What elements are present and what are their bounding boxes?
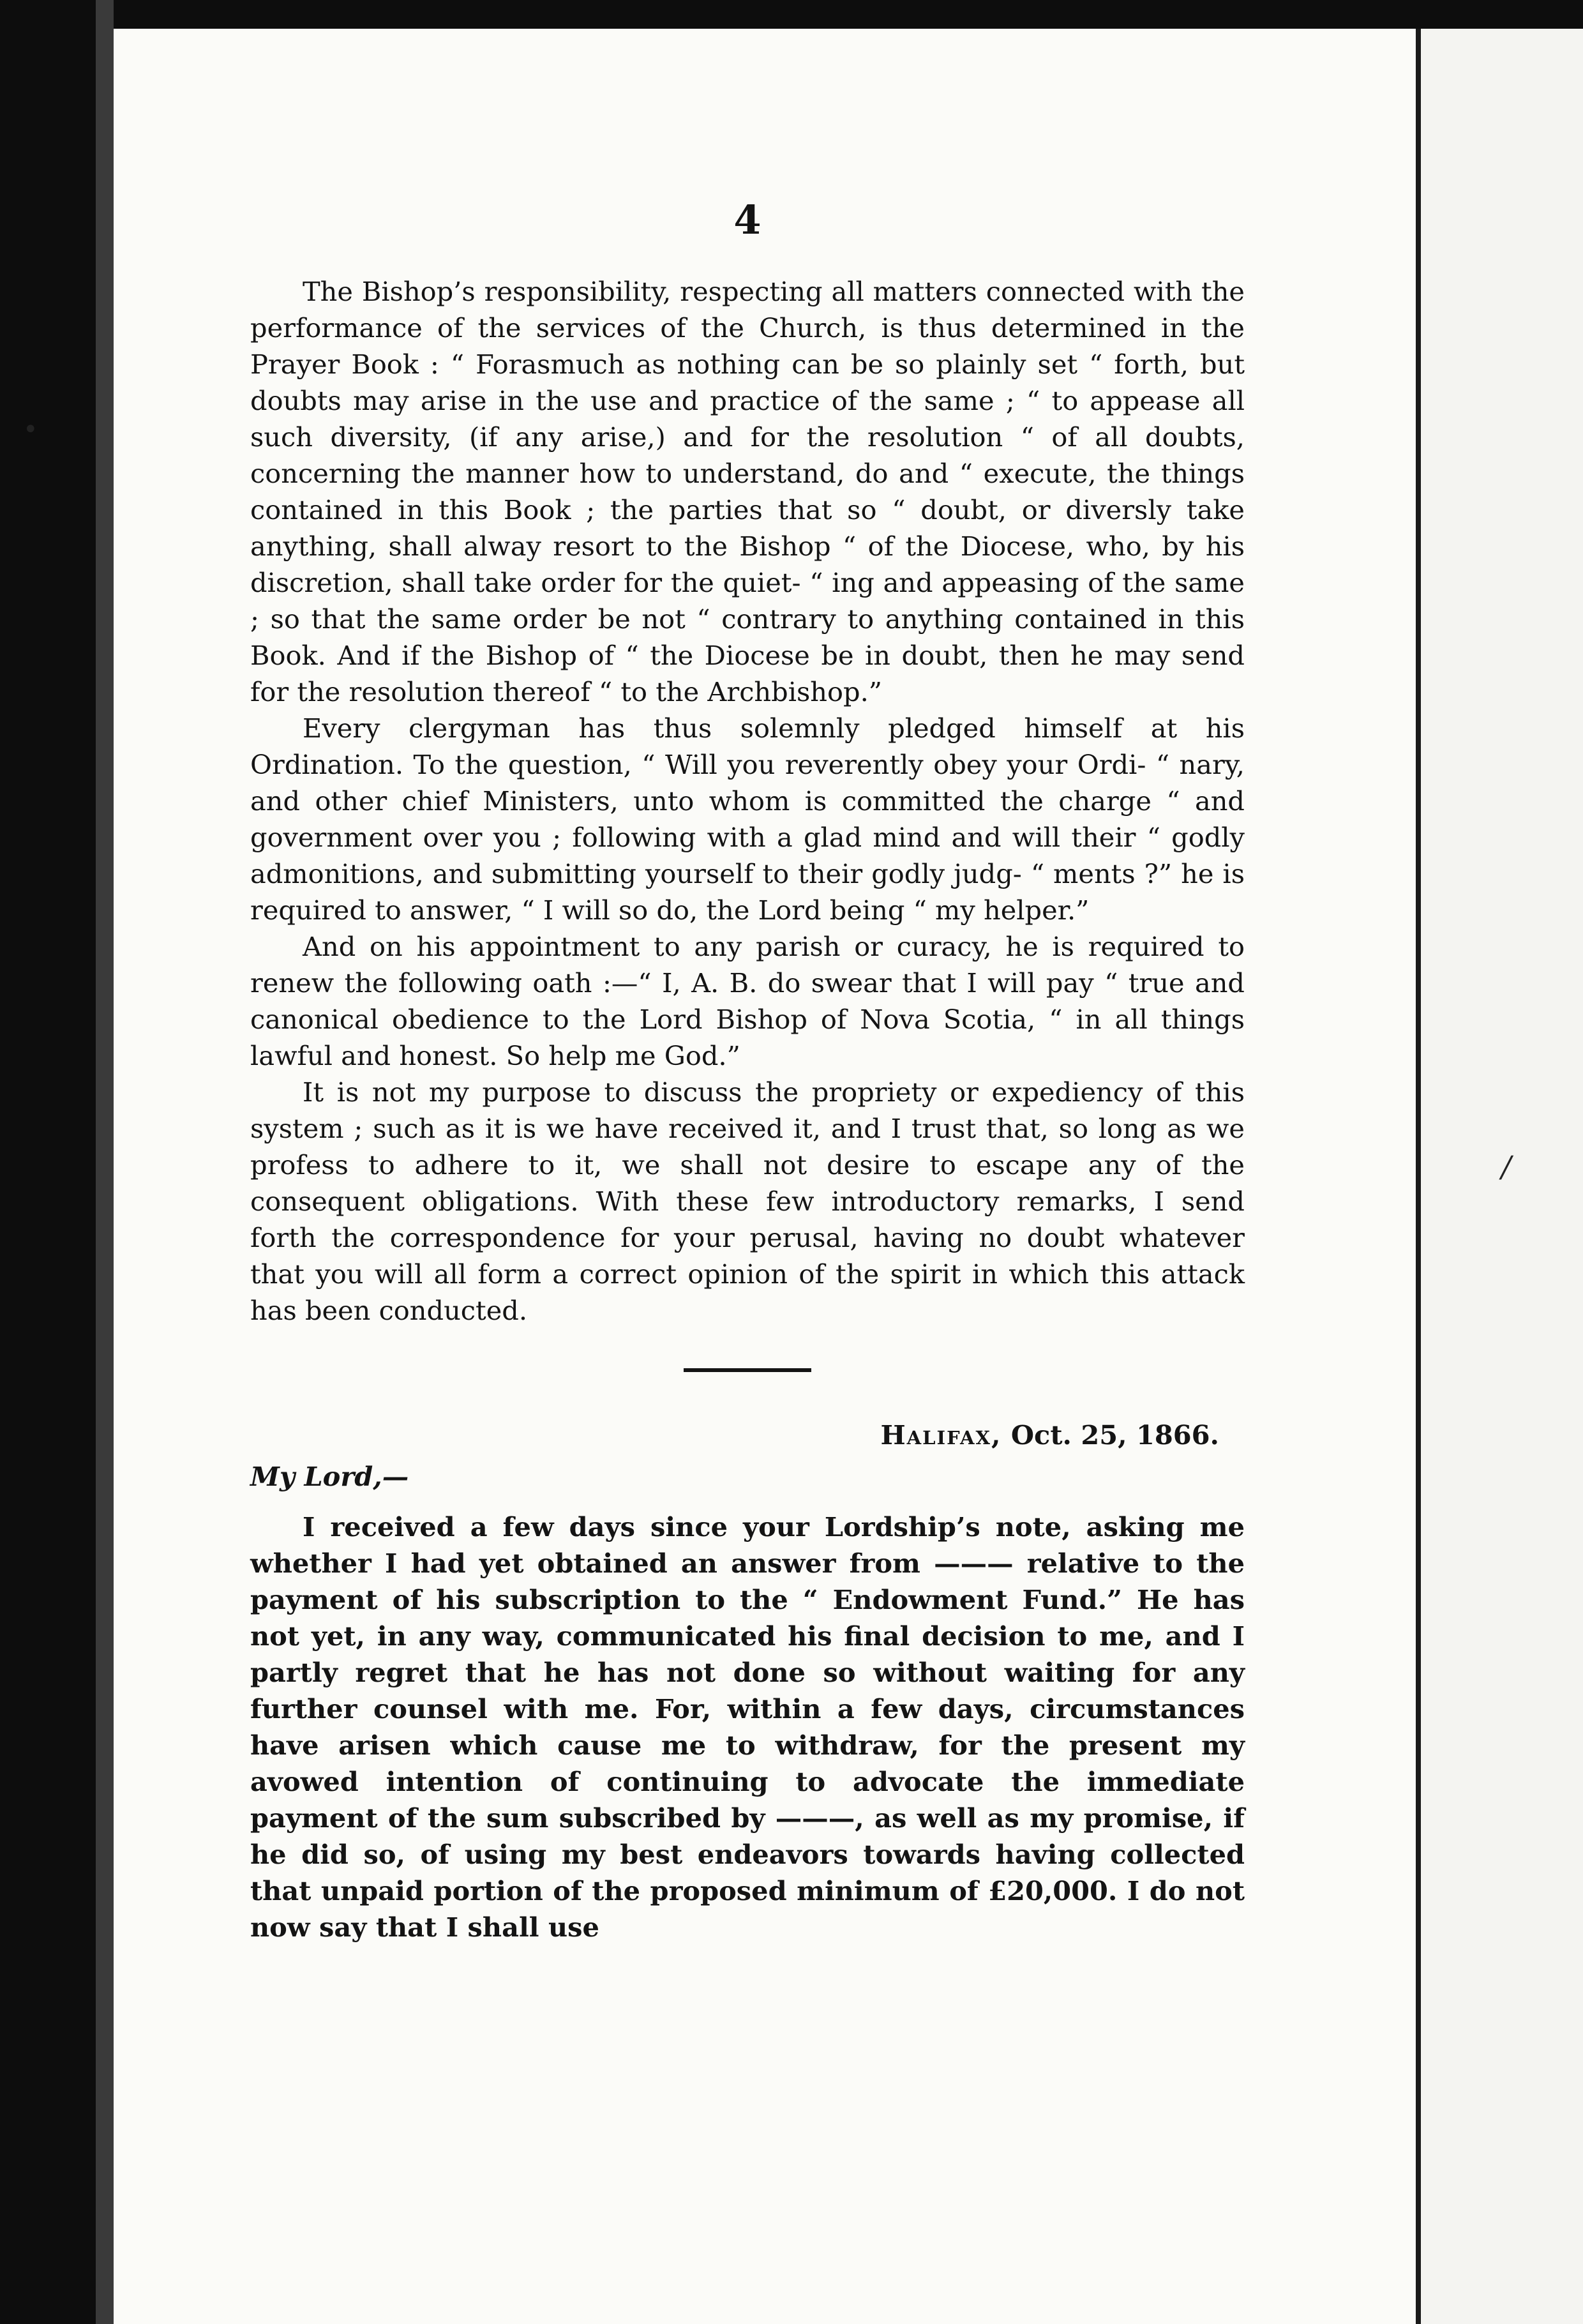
scan-border-edge (96, 0, 114, 2324)
paragraph-bishop-responsibility: The Bishop’s responsibility, respecting all matters connected with the performance of the services of the Church, is thus determined in the Prayer Book : “ Forasmuch as nothing can be so plainly set “ forth, but doubts may arise in the use and practice of the same ; “ to appease all such diversity, (if any arise,) and for the resolution “ of all doubts, concerning the manner how to understand, do and “ execute, the things contained in this Book ; the parties that so “ doubt, or diversly take anything, shall alway resort to the Bishop “ of the Diocese, who, by his discretion, shall take order for the quiet- “ ing and appeasing of the same ; so that the same order be not “ contrary to anything contained in this Book. And if the Bishop of “ the Diocese be in doubt, then he may send for the resolution thereof “ to the Archbishop.” (250, 276, 1245, 707)
letter-salutation: My Lord,— (250, 1461, 409, 1492)
paragraph-purpose: It is not my purpose to discuss the propriety or expediency of this system ; such as it is we have received it, and I trust that, so long as we profess to adhere to it, we shall not desire to escape any of the consequent obligations. With these few introductory remarks, I send forth the correspondence for your perusal, having no doubt whatever that you will all form a correct opinion of the spirit in which this attack has been conducted. (250, 1076, 1245, 1326)
scan-border-top (0, 0, 1583, 29)
paragraph-oath: And on his appointment to any parish or curacy, he is required to renew the following oath :—“ I, A. B. do swear that I will pay “ true and canonical obedience to the Lord Bishop of Nova Scotia, “ in all things lawful and honest. So help me God.” (250, 931, 1245, 1071)
page-gutter (1416, 29, 1421, 2324)
paragraph-ordination-pledge: Every clergyman has thus solemnly pledged himself at his Ordination. To the question, “ Will you reverently obey your Ordi- “ nary, and other chief Ministers, unto whom is committed the charge “ and government over you ; following with a glad mind and will their “ godly admonitions, and submitting yourself to their godly judg- “ ments ?” he is required to answer, “ I will so do, the Lord being “ my helper.” (250, 713, 1245, 926)
page-number: 4 (733, 197, 761, 243)
letter-dateline (250, 1417, 1245, 1453)
page-text (250, 198, 1245, 1945)
right-margin-mark: / (1501, 1149, 1512, 1184)
letter-place: Halifax, (880, 1419, 1002, 1451)
section-divider (684, 1368, 811, 1372)
letter-body: I received a few days since your Lordship’s note, asking me whether I had yet obtained an answer from ——— relative to the payment of his subscription to the “ Endowment Fund.” He has not yet, in any way, communicated his final decision to me, and I partly regret that he has not done so without waiting for any further counsel with me. For, within a few days, circumstances have arisen which cause me to withdraw, for the present my avowed intention of continuing to advocate the immediate payment of the sum subscribed by ———, as well as my promise, if he did so, of using my best endeavors towards having collected that unpaid portion of the proposed minimum of £20,000. I do not now say that I shall use (250, 1511, 1245, 1943)
letter-date: Oct. 25, 1866. (1010, 1419, 1219, 1451)
scan-border-left (0, 0, 105, 2324)
left-margin-mark: • (23, 415, 38, 444)
